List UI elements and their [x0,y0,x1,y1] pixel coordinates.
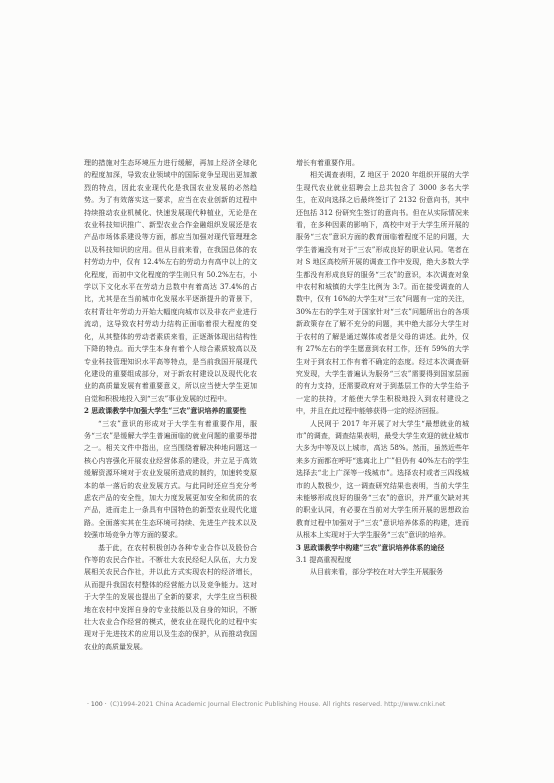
paragraph: 基于此，在农村积极创办各种专业合作以及股份合作等的农民合作社。不断壮大农民经纪人队伍，大力发展相关农民合作社，并以此方式实现农村的经济增长，从而提升我国农村整体的经营能力以及竞争能力。这对于大学生的发展也提出了全新的要求，大学生应当积极地在农村中发挥自身的专业技能以及自身的知识，不断壮大农业合作经营的模式，使农业在现代化的过程中实现对于先进技术的应用以及生态的保护，从而推动我国农业的高质量发展。 [84,543,257,651]
section-heading-2: 2 思政课教学中加强大学生“三农”意识培养的重要性 [84,406,247,416]
copyright-footer: (C)1994-2021 China Academic Journal Electronic Publishing House. All rights reserved. http://www.cnki.net [110,701,446,708]
paragraph: 人民网于 2017 年开展了对大学生“最想就业的城市”的调查，调查结果表明，最受大学生欢迎的就业城市大多为中等及以上城市，高达 58%。然而，虽然近些年来多方面都在呼吁“逃离北上广”但仍有 40%左右的学生选择去“北上广深等一线城市”。选择农村或者三四线城市的人数极少，这一调查研究结果也表明，当前大学生未能够形成良好的服务“三农”的意识，并严重欠缺对其的职业认同，有必要在当前对大学生所开展的思想政治教育过程中加强对于“三农”意识培养体系的构建，进而从根本上实现对于大学生服务“三农”意识的培养。 [296,419,469,540]
left-column [84,157,257,653]
subsection-heading-3-1: 3.1 提高重视程度 [296,556,352,564]
paragraph: 理的措施对生态环境压力进行缓解，再加上经济全球化的程度加深，导致农业领域中的国际竞争呈现出更加激烈的特点，因此农业现代化是我国农业发展的必然趋势。为了有效落实这一要求，应当在农业创新的过程中持续推动农业机械化、快速发展现代种植业，无论是在农业科技知识推广、新型农业合作金融组织发展还是农产品市场体系建设等方面，都应当加强对现代管理理念以及科技知识的应用。但从目前来看，在我国总体的农村劳动力中，仅有 12.4%左右的劳动力有高中以上的文化程度，而初中文化程度的学生则只有 50.2%左右，小学以下文化水平在劳动力总数中有着高达 37.4%的占比，尤其是在当前城市化发展水平逐渐提升的背景下，农村青壮年劳动力开始大幅度向城市以及非农产业进行流动，这导致农村劳动力结构正面临着很大程度的变化，从其整体的劳动者素质来看，正逐渐体现出结构性下降的特点。而大学生本身有着个人综合素质较高以及专业科技管理知识水平高等特点，是当前我国开展现代化建设的重要组成部分，对于新农村建设以及现代化农业的高质量发展有着重要意义，所以应当使大学生更加自觉和积极地投入到“三农”事业发展的过程中。 [84,159,257,403]
page-number: · 100 · [87,701,107,708]
paragraph: “三农”意识的形成对于大学生有着重要作用，服务“三农”是缓解大学生普遍面临的就业问题的重要举措之一。相关文件中指出，应当围绕着解决种地问题这一核心内容强化开展农业经营体系的建设，并立足于高效缓解资源环境对于农业发展所造成的制约，加速转变原本的单一落后的农业发展方式。与此同时还应当充分考虑农产品的安全性，加大力度发展更加安全和优质的农产品，进而走上一条具有中国特色的新型农业现代化道路。全面落实其在生态环境可持续、先进生产技术以及较强市场竞争力等方面的要求。 [84,419,257,540]
section-heading-3: 3 思政课教学中构建“三农”意识培养体系的途径 [296,542,445,552]
paragraph: 从目前来看，部分学校在对大学生开展服务 [310,568,443,577]
right-column [296,157,469,579]
paragraph: 相关调查表明，Z 地区于 2020 年组织开展的大学生现代农业就业招聘会上总共包含了 3000 多名大学生，在双向选择之后最终签订了 2132 份意向书，其中还包括 312 份研究生签订的意向书。但在从实际情况来看，在多种因素的影响下，高校中对于大学生所开展的服务“三农”意识方面的教育面临着程度不足的问题，大学生普遍没有对于“三农”形成良好的职业认同。笔者在对 S 地区高校所开展的调查工作中发现，绝大多数大学生都没有形成良好的服务“三农”的意识，本次调查对象中农村和城镇的大学生比例为 3:7。而在接受调查的人数中，仅有 16%的大学生对“三农”问题有一定的关注，30%左右的学生对于国家针对“三农”问题所出台的各项新政策存在了解不充分的问题，其中绝大部分大学生对于农村的了解是通过媒体或者是父母的讲述。此外，仅有 27%左右的学生愿意到农村工作，还有 59%的大学生对于到农村工作有着不确定的态度。经过本次调查研究发现，大学生普遍认为服务“三农”需要得到国家层面的有力支持，还需要政府对于到基层工作的大学生给予一定的扶持，才能使大学生积极地投入到农村建设之中，并且在此过程中能够获得一定的经济回报。 [296,171,469,416]
paragraph: 增长有着重要作用。 [296,159,359,167]
